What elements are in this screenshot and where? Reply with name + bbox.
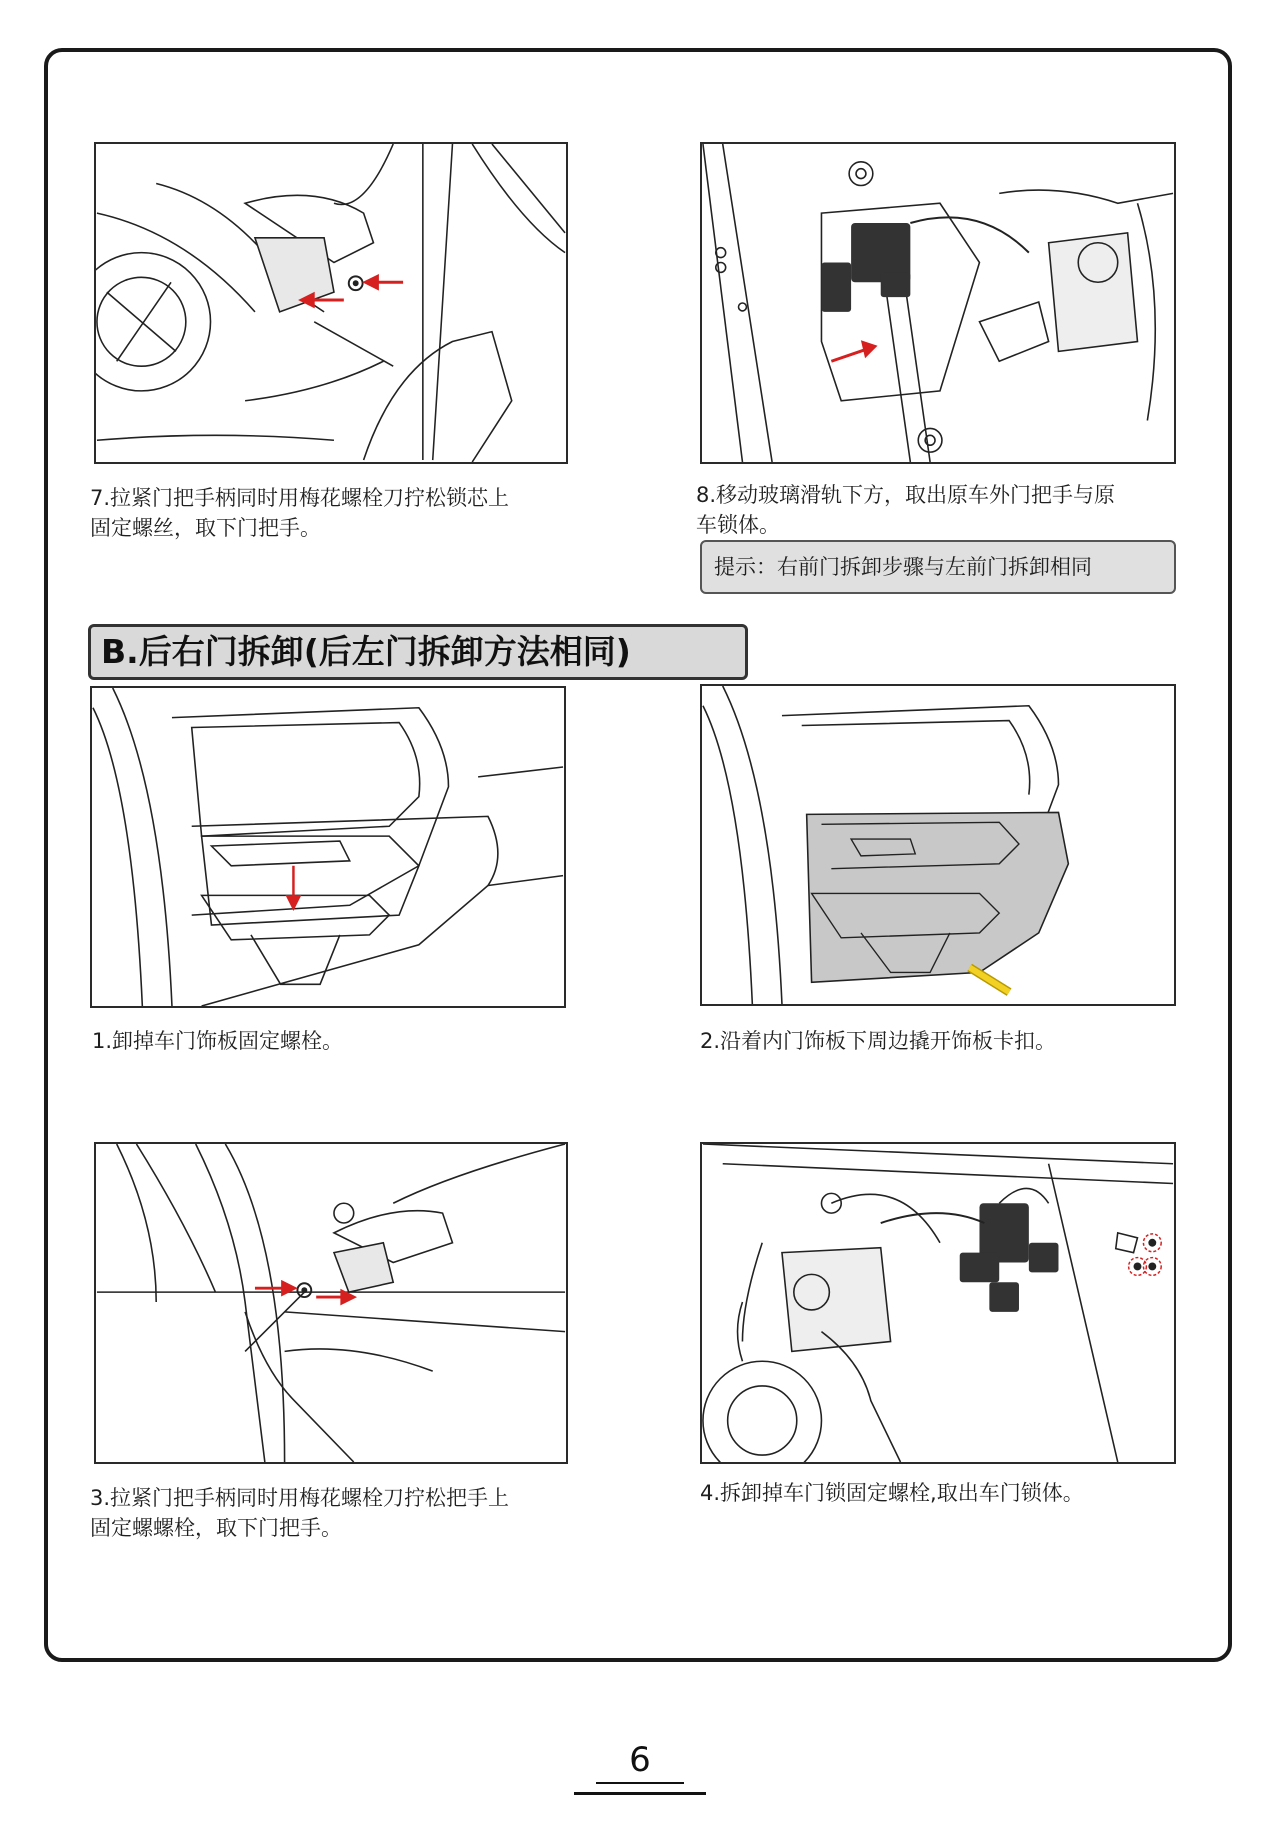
illustration-handle-removal-rear [96,1144,566,1462]
figure-step-2 [700,684,1176,1006]
figure-step-8 [700,142,1176,464]
caption-step-1: 1.卸掉车门饰板固定螺栓。 [92,1029,344,1053]
page-number-rule-top [596,1782,684,1784]
figure-step-3 [94,1142,568,1464]
tip-box: 提示：右前门拆卸步骤与左前门拆卸相同 [700,540,1176,594]
caption-step-7: 7.拉紧门把手柄同时用梅花螺栓刀拧松锁芯上 固定螺丝，取下门把手。 [90,486,510,540]
illustration-lock-removal-front [702,144,1174,462]
arrow-marks [288,866,300,908]
illustration-handle-removal-front [96,144,566,462]
figure-step-1 [90,686,566,1008]
page-number: 6 [629,1740,651,1780]
figure-step-7 [94,142,568,464]
figure-step-4 [700,1142,1176,1464]
caption-step-2: 2.沿着内门饰板下周边撬开饰板卡扣。 [700,1029,1057,1053]
illustration-lock-removal-rear [702,1144,1174,1462]
bolt-highlights [1129,1234,1162,1275]
arrow-marks [831,343,874,362]
caption-step-3: 3.拉紧门把手柄同时用梅花螺栓刀拧松把手上 固定螺螺栓，取下门把手。 [90,1486,510,1540]
caption-step-4: 4.拆卸掉车门锁固定螺栓,取出车门锁体。 [700,1481,1084,1505]
illustration-trim-clips [702,686,1174,1004]
caption-step-8: 8.移动玻璃滑轨下方，取出原车外门把手与原 车锁体。 [696,483,1116,537]
illustration-trim-bolt [92,688,564,1006]
section-heading-b: B.后右门拆卸(后左门拆卸方法相同) [88,624,748,680]
page-number-rule [574,1792,706,1795]
